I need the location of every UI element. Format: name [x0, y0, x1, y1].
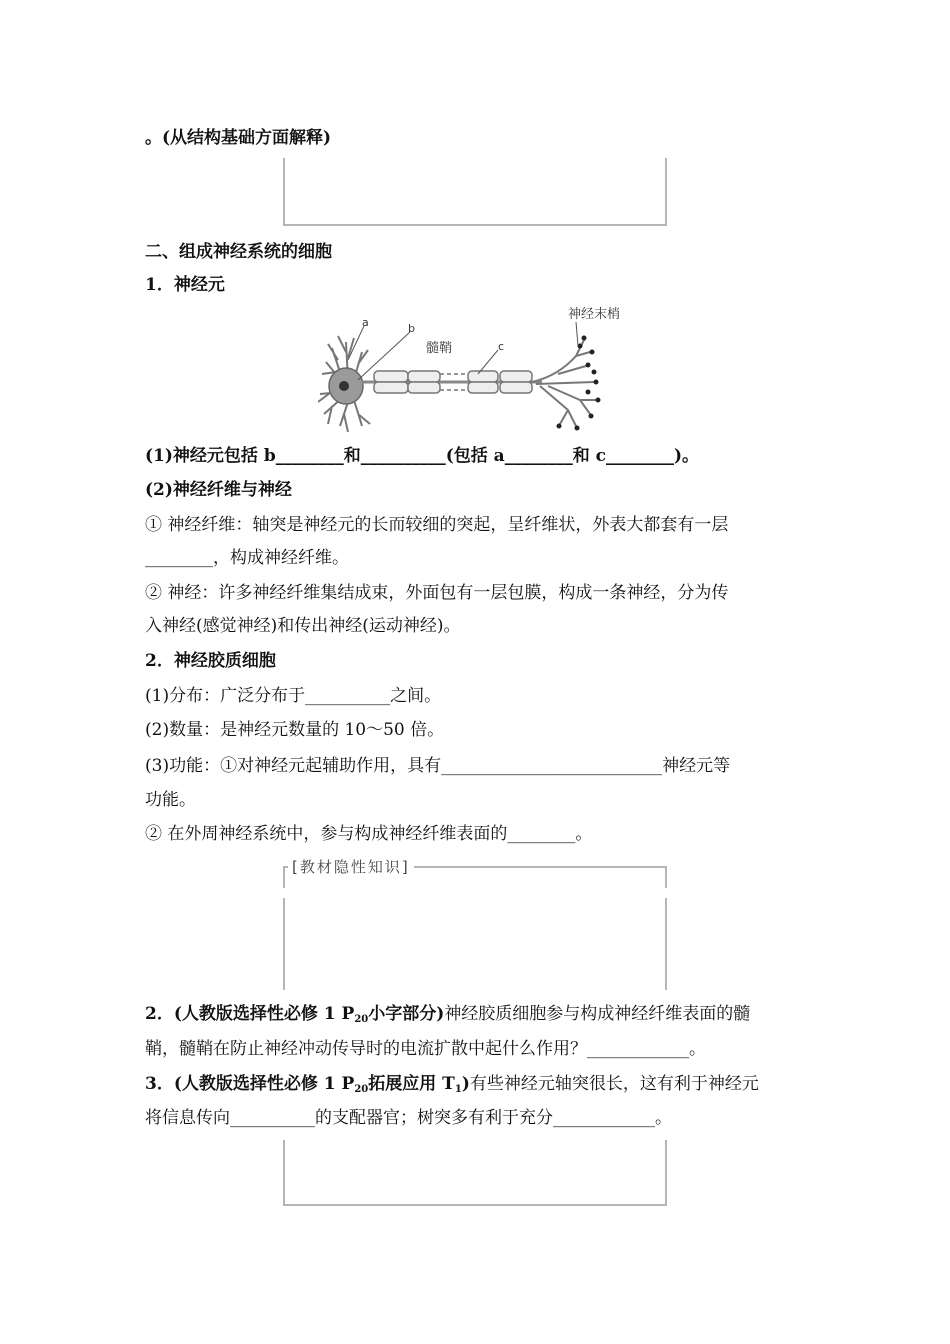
- nucleus: [339, 381, 349, 391]
- hidden-knowledge-title: [288, 856, 414, 877]
- question-2a-line2: ________，构成神经纤维。: [145, 548, 349, 568]
- question-2-title: (2)神经纤维与神经: [145, 480, 292, 500]
- answer-frame-2: [283, 1140, 667, 1206]
- item2-title: 2．神经胶质细胞: [145, 651, 276, 671]
- q2-number: 2．: [145, 1004, 174, 1024]
- glia-quantity: (2)数量：是神经元数量的 10～50 倍。: [145, 720, 445, 740]
- hidden-knowledge-body-frame: [283, 898, 667, 990]
- label-a: a: [362, 316, 369, 329]
- title-bracket-right: ]: [401, 858, 410, 876]
- hidden-knowledge-q3-line2: 将信息传向__________的支配器官；树突多有利于充分____________。: [145, 1108, 672, 1128]
- label-myelin: 髓鞘: [426, 341, 453, 356]
- q3-text: 有些神经元轴突很长，这有利于神经元: [469, 1074, 759, 1094]
- glia-function-b: ② 在外周神经系统中，参与构成神经纤维表面的________。: [145, 824, 593, 844]
- question-2a-line1: ① 神经纤维：轴突是神经元的长而较细的突起，呈纤维状，外表大都套有一层: [145, 515, 729, 535]
- q3-source-page: 20: [354, 1084, 369, 1095]
- section-title: 二、组成神经系统的细胞: [145, 242, 332, 262]
- q2-source-page: 20: [354, 1014, 369, 1025]
- item1-title: 1．神经元: [145, 275, 225, 295]
- q3-source-part: 拓展应用 T: [368, 1074, 455, 1094]
- q3-source-close: ): [461, 1074, 470, 1094]
- glia-distribution: (1)分布：广泛分布于__________之间。: [145, 686, 442, 706]
- q3-source: (人教版选择性必修 1 P: [173, 1074, 355, 1094]
- label-nerve-terminal: 神经末梢: [568, 307, 621, 322]
- question-2b-line1: ② 神经：许多神经纤维集结成束，外面包有一层包膜，构成一条神经，分为传: [145, 583, 729, 603]
- q2-text: 神经胶质细胞参与构成神经纤维表面的髓: [444, 1004, 751, 1024]
- glia-function-line2: 功能。: [145, 790, 196, 810]
- hidden-knowledge-title-text: 教材隐性知识: [299, 858, 402, 876]
- question-1: (1)神经元包括 b________和__________(包括 a________和 c________)。: [145, 446, 700, 466]
- neuron-diagram: [318, 302, 634, 434]
- question-2b-line2: 入神经(感觉神经)和传出神经(运动神经)。: [145, 616, 461, 636]
- hidden-knowledge-q2-line2: 鞘，髓鞘在防止神经冲动传导时的电流扩散中起什么作用？____________。: [145, 1039, 706, 1059]
- hidden-knowledge-q2-line1: [145, 1002, 810, 1032]
- label-c: c: [498, 340, 505, 353]
- title-bracket-left: [: [292, 858, 300, 876]
- q3-number: 3．: [145, 1074, 174, 1094]
- q2-source-part: 小字部分): [368, 1004, 445, 1024]
- top-note: 。(从结构基础方面解释): [145, 128, 332, 148]
- nerve-terminals: [532, 340, 596, 426]
- q2-source: (人教版选择性必修 1 P: [173, 1004, 355, 1024]
- q3-source-item: 1: [454, 1084, 462, 1095]
- hidden-knowledge-q3-line1: [145, 1072, 810, 1102]
- answer-frame-1: [283, 158, 667, 226]
- label-b: b: [408, 322, 415, 335]
- glia-function-line1: (3)功能：①对神经元起辅助作用，具有__________________________神经元等: [145, 756, 731, 776]
